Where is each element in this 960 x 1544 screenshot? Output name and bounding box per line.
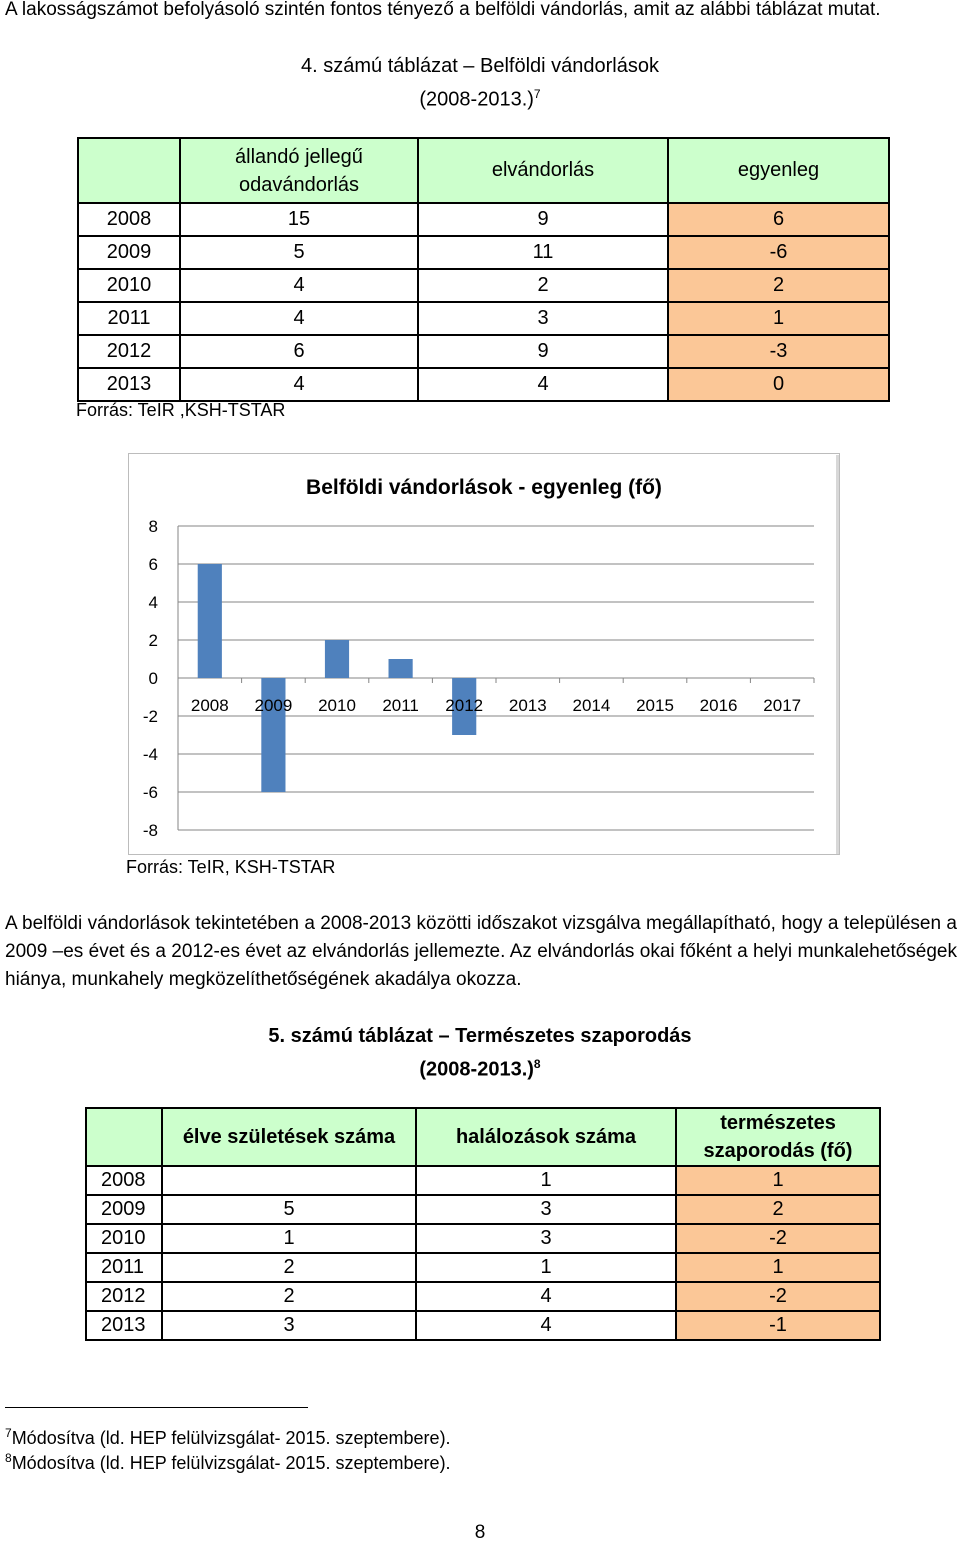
table-cell: 1 <box>676 1166 880 1195</box>
chart-y-tick-label: -8 <box>142 821 158 840</box>
table-cell: 9 <box>418 203 668 236</box>
chart-frame <box>129 454 840 855</box>
page-number: 8 <box>474 1522 486 1543</box>
table-cell: 15 <box>180 203 418 236</box>
chart-x-tick-label: 2013 <box>508 696 547 715</box>
table-cell: 2012 <box>86 1282 162 1311</box>
chart-x-tick-label: 2014 <box>572 696 611 715</box>
chart-bar-2010 <box>325 640 349 678</box>
table-cell: 2010 <box>78 269 180 302</box>
table-cell: 4 <box>416 1311 676 1340</box>
table-cell: 3 <box>162 1311 416 1340</box>
table-row <box>78 335 889 368</box>
table5-caption-title: 5. számú táblázat – Természetes szaporodás <box>268 1025 692 1047</box>
table-cell: 1 <box>676 1253 880 1282</box>
table-row <box>86 1195 880 1224</box>
chart-x-tick-label: 2009 <box>254 696 293 715</box>
footnote-ref-8: 8 <box>533 1057 541 1071</box>
table-cell: 1 <box>416 1253 676 1282</box>
table-cell: 5 <box>162 1195 416 1224</box>
table-row <box>78 302 889 335</box>
table-cell: -1 <box>676 1311 880 1340</box>
table-cell: 9 <box>418 335 668 368</box>
table5-header-cell: természetes szaporodás (fő) <box>676 1108 880 1166</box>
footnote-text: Módosítva (ld. HEP felülvizsgálat- 2015. szeptembere). <box>11 1428 451 1448</box>
table-cell: 2 <box>668 269 889 302</box>
table4-source: Forrás: TeIR ,KSH-TSTAR <box>76 400 286 420</box>
chart-x-tick-label: 2011 <box>382 696 419 715</box>
chart-y-tick-label: -2 <box>142 707 158 726</box>
table-cell: 1 <box>416 1166 676 1195</box>
table-cell: 2009 <box>78 236 180 269</box>
table5-caption-line1 <box>0 1022 960 1050</box>
table-cell: 1 <box>162 1224 416 1253</box>
table-row <box>86 1282 880 1311</box>
table5-header-cell <box>86 1108 162 1166</box>
chart-y-tick-label: 6 <box>148 555 158 574</box>
table-cell: -3 <box>668 335 889 368</box>
chart-source: Forrás: TeIR, KSH-TSTAR <box>126 857 336 877</box>
table-row <box>86 1311 880 1340</box>
chart-x-tick-label: 2012 <box>445 696 484 715</box>
table-cell: 2 <box>162 1253 416 1282</box>
table4-belfoldi-vandorlasok <box>77 137 890 402</box>
table-cell: 4 <box>418 368 668 401</box>
table-cell: 4 <box>180 269 418 302</box>
chart-frame-shadow <box>836 455 839 854</box>
table4-header-cell: elvándorlás <box>418 138 668 203</box>
table-row <box>78 368 889 401</box>
chart-x-tick-label: 2008 <box>190 696 229 715</box>
chart-y-tick-label: -6 <box>142 783 158 802</box>
table-cell: 11 <box>418 236 668 269</box>
table-cell: 1 <box>668 302 889 335</box>
chart-bar-2011 <box>389 659 413 678</box>
table4-header-cell <box>78 138 180 203</box>
table-cell: -6 <box>668 236 889 269</box>
chart-x-tick-label: 2017 <box>763 696 802 715</box>
chart-title: Belföldi vándorlások - egyenleg (fő) <box>306 476 662 499</box>
table-cell: 0 <box>668 368 889 401</box>
table5-header-row <box>86 1108 880 1166</box>
table-cell: 3 <box>416 1224 676 1253</box>
footnote-number: 8 <box>5 1451 12 1465</box>
footnote-separator <box>5 1407 308 1408</box>
chart-x-tick-label: 2010 <box>318 696 356 715</box>
analysis-paragraph: A belföldi vándorlások tekintetében a 2008-2013 közötti időszakot vizsgálva megállapítható, hogy a településen a 2009 –es évet és a 2012-es évet az elvándorlás jellemezte. Az elvándorlás okai főként a helyi munkalehetőségek hiánya, munkahely megközelíthetőségének akadálya okozza. <box>5 913 957 990</box>
table4-caption-line1 <box>0 52 960 80</box>
table-cell: 2013 <box>78 368 180 401</box>
table-row <box>78 269 889 302</box>
table-row <box>78 203 889 236</box>
table-row <box>86 1166 880 1195</box>
table-cell: 2011 <box>78 302 180 335</box>
table-cell: -2 <box>676 1224 880 1253</box>
table-cell: 2008 <box>86 1166 162 1195</box>
table-cell: 2012 <box>78 335 180 368</box>
chart-x-tick-label: 2015 <box>636 696 674 715</box>
table-row <box>86 1224 880 1253</box>
table-cell: 2 <box>676 1195 880 1224</box>
table-cell: 5 <box>180 236 418 269</box>
footnote-number: 7 <box>5 1426 12 1440</box>
table-cell <box>162 1166 416 1195</box>
footnote-text: Módosítva (ld. HEP felülvizsgálat- 2015. szeptembere). <box>11 1453 451 1473</box>
table-cell: 2010 <box>86 1224 162 1253</box>
chart-y-tick-label: 8 <box>148 517 158 536</box>
table-cell: 2008 <box>78 203 180 236</box>
table-cell: 4 <box>180 302 418 335</box>
table4-header-row <box>78 138 889 203</box>
table5-header-cell: élve születések száma <box>162 1108 416 1166</box>
table-row <box>78 236 889 269</box>
chart-y-tick-label: 0 <box>148 669 158 688</box>
table-cell: 3 <box>416 1195 676 1224</box>
chart-y-tick-label: 2 <box>148 631 158 650</box>
table-row <box>86 1253 880 1282</box>
table5-caption-line2 <box>0 1050 960 1084</box>
table-cell: -2 <box>676 1282 880 1311</box>
table-cell: 6 <box>668 203 889 236</box>
table-cell: 2 <box>162 1282 416 1311</box>
chart-y-tick-label: -4 <box>142 745 158 764</box>
table4-caption-line2 <box>0 80 960 114</box>
table4-header-cell: állandó jellegű odavándorlás <box>180 138 418 203</box>
table-cell: 4 <box>416 1282 676 1311</box>
chart-bar-2008 <box>198 564 222 678</box>
intro-paragraph: A lakosságszámot befolyásoló szintén fontos tényező a belföldi vándorlás, amit az alábbi táblázat mutat. <box>5 0 881 20</box>
table4-header-cell: egyenleg <box>668 138 889 203</box>
table5-caption-years: (2008-2013.) <box>419 1058 534 1081</box>
chart-belfoldi-vandorlasok <box>128 453 840 855</box>
table4-caption-title: 4. számú táblázat – Belföldi vándorlások <box>301 55 659 77</box>
footnote-8 <box>5 1446 451 1475</box>
table-cell: 4 <box>180 368 418 401</box>
footnote-ref-7: 7 <box>533 87 541 101</box>
table5-header-cell: halálozások száma <box>416 1108 676 1166</box>
table-cell: 2011 <box>86 1253 162 1282</box>
table-cell: 2 <box>418 269 668 302</box>
table-cell: 2013 <box>86 1311 162 1340</box>
chart-y-tick-label: 4 <box>148 593 158 612</box>
table5-termeszetes-szaporodas <box>85 1107 881 1341</box>
table-cell: 3 <box>418 302 668 335</box>
table-cell: 2009 <box>86 1195 162 1224</box>
table4-caption-years: (2008-2013.) <box>419 88 534 111</box>
chart-x-tick-label: 2016 <box>699 696 738 715</box>
table-cell: 6 <box>180 335 418 368</box>
